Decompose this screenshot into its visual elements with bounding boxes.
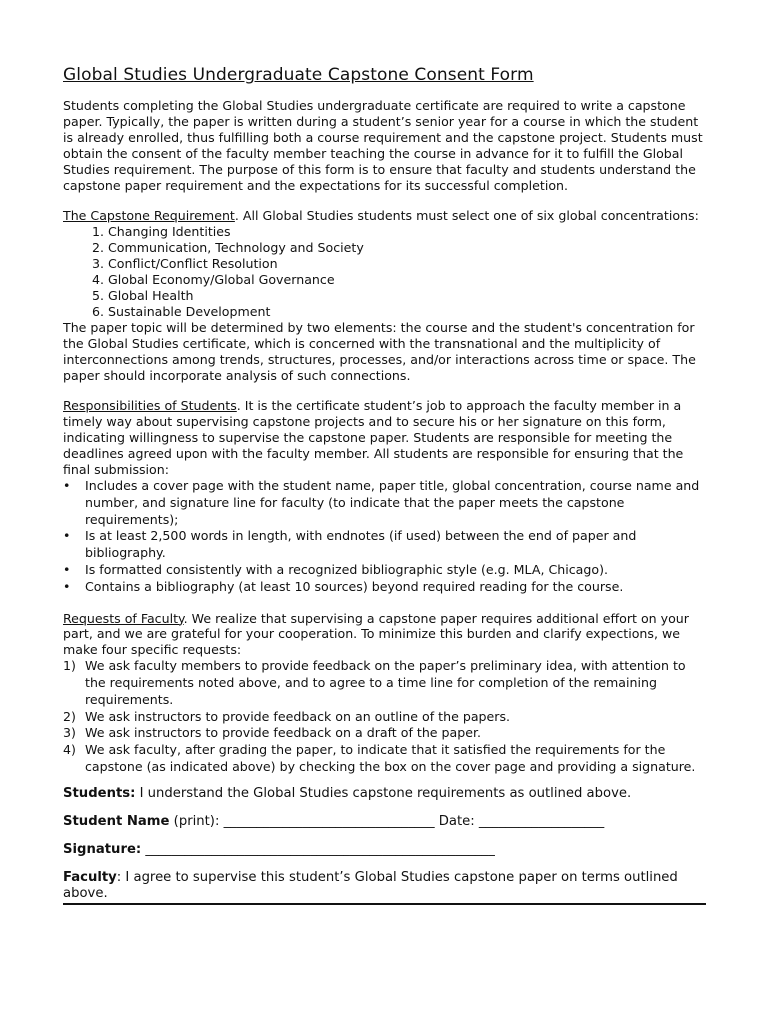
list-item-text: We ask instructors to provide feedback on an outline of the papers. bbox=[85, 708, 511, 724]
faculty-text: : I agree to supervise this student’s Global Studies capstone paper on terms outlined above. bbox=[63, 869, 678, 901]
form-title: Global Studies Undergraduate Capstone Consent Form bbox=[63, 65, 534, 85]
list-item-text: We ask instructors to provide feedback on a draft of the paper. bbox=[85, 725, 482, 741]
capstone-after-paragraph: The paper topic will be determined by two elements: the course and the student's concentration for the Global Studies certificate, which is concerned with the transnational and the multiplicity of interconnections among trends, structures, processes, and/or interactions across time or space. The paper should incorporate analysis of such connections. bbox=[63, 319, 696, 383]
students-text: I understand the Global Studies capstone requirements as outlined above. bbox=[135, 785, 632, 801]
faculty-agreement bbox=[63, 870, 706, 905]
list-item: 3. Conflict/Conflict Resolution bbox=[108, 256, 708, 272]
students-acknowledgement bbox=[63, 786, 708, 802]
responsibilities-lead bbox=[63, 398, 708, 478]
capstone-lead-text: . All Global Studies students must select one of six global concentrations: bbox=[234, 208, 699, 224]
student-name-date-blanks[interactable]: (print): ________________________________ Date: ___________________ bbox=[169, 813, 605, 829]
student-name-label: Student Name bbox=[63, 813, 170, 829]
requests-lead-text: . We realize that supervising a capstone paper requires additional effort on your part, and we are grateful for your cooperation. To minimize this burden and clarify expections, we make four specific requests: bbox=[63, 610, 689, 658]
list-item: • Includes a cover page with the student name, paper title, global concentration, course name and number, and signature line for faculty (to indicate that the paper meets the capstone requirements); bbox=[85, 478, 708, 528]
list-item-text: We ask faculty members to provide feedback on the paper’s preliminary idea, with attention to the requirements noted above, and to agree to a time line for completion of the remaining requirements. bbox=[85, 658, 686, 707]
list-item bbox=[63, 658, 708, 708]
list-item: 6. Sustainable Development bbox=[108, 304, 708, 320]
list-item: 4. Global Economy/Global Governance bbox=[108, 272, 708, 288]
requests-lead bbox=[63, 611, 708, 659]
requests-section bbox=[63, 611, 708, 776]
faculty-label: Faculty bbox=[63, 869, 117, 885]
list-number: 2) bbox=[63, 708, 76, 724]
consent-form-page bbox=[63, 64, 708, 905]
signature-line[interactable] bbox=[63, 842, 708, 858]
list-number: 1) bbox=[63, 658, 76, 674]
list-item: • Is formatted consistently with a recognized bibliographic style (e.g. MLA, Chicago). bbox=[85, 562, 708, 579]
list-item bbox=[63, 725, 708, 742]
signature-blank[interactable]: _____________________________________________________ bbox=[141, 841, 495, 857]
list-item bbox=[63, 742, 708, 776]
students-label: Students: bbox=[63, 785, 136, 801]
intro-paragraph: Students completing the Global Studies undergraduate certificate are required to write a capstone paper. Typically, the paper is written during a student’s senior year for a course in which the student is already enrolled, thus fulfilling both a course requirement and the capstone project. Students must obtain the consent of the faculty member teaching the course in advance for it to fulfill the Global Studies requirement. The purpose of this form is to ensure that faculty and students understand the capstone paper requirement and the expectations for its successful completion. bbox=[63, 98, 703, 193]
list-item bbox=[63, 708, 708, 726]
list-item: 1. Changing Identities bbox=[108, 224, 708, 240]
submission-bullet-list bbox=[63, 478, 708, 596]
list-number: 3) bbox=[63, 725, 76, 741]
list-number: 4) bbox=[63, 742, 76, 758]
signature-label: Signature: bbox=[63, 841, 142, 857]
responsibilities-section bbox=[63, 398, 708, 595]
student-name-line[interactable] bbox=[63, 814, 708, 830]
capstone-heading: The Capstone Requirement bbox=[63, 208, 235, 224]
requests-list bbox=[63, 658, 708, 776]
concentration-list bbox=[63, 224, 708, 319]
list-item: 5. Global Health bbox=[108, 288, 708, 304]
requests-heading: Requests of Faculty bbox=[63, 610, 184, 626]
list-item: • Contains a bibliography (at least 10 sources) beyond required reading for the course. bbox=[85, 579, 708, 596]
list-item: • Is at least 2,500 words in length, with endnotes (if used) between the end of paper and bibliography. bbox=[85, 528, 708, 562]
list-item: 2. Communication, Technology and Society bbox=[108, 240, 708, 256]
capstone-requirement-section bbox=[63, 208, 708, 383]
capstone-lead bbox=[63, 208, 708, 224]
responsibilities-lead-text: . It is the certificate student’s job to approach the faculty member in a timely way about supervising capstone projects and to secure his or her signature on this form, indicating willingness to supervise the capstone paper. Students are responsible for meeting the deadlines agreed upon with the faculty member. All students are responsible for ensuring that the final submission: bbox=[63, 398, 684, 478]
list-item-text: We ask faculty, after grading the paper, to indicate that it satisfied the requirements for the capstone (as indicated above) by checking the box on the cover page and providing a signature. bbox=[85, 742, 696, 775]
responsibilities-heading: Responsibilities of Students bbox=[63, 398, 237, 414]
